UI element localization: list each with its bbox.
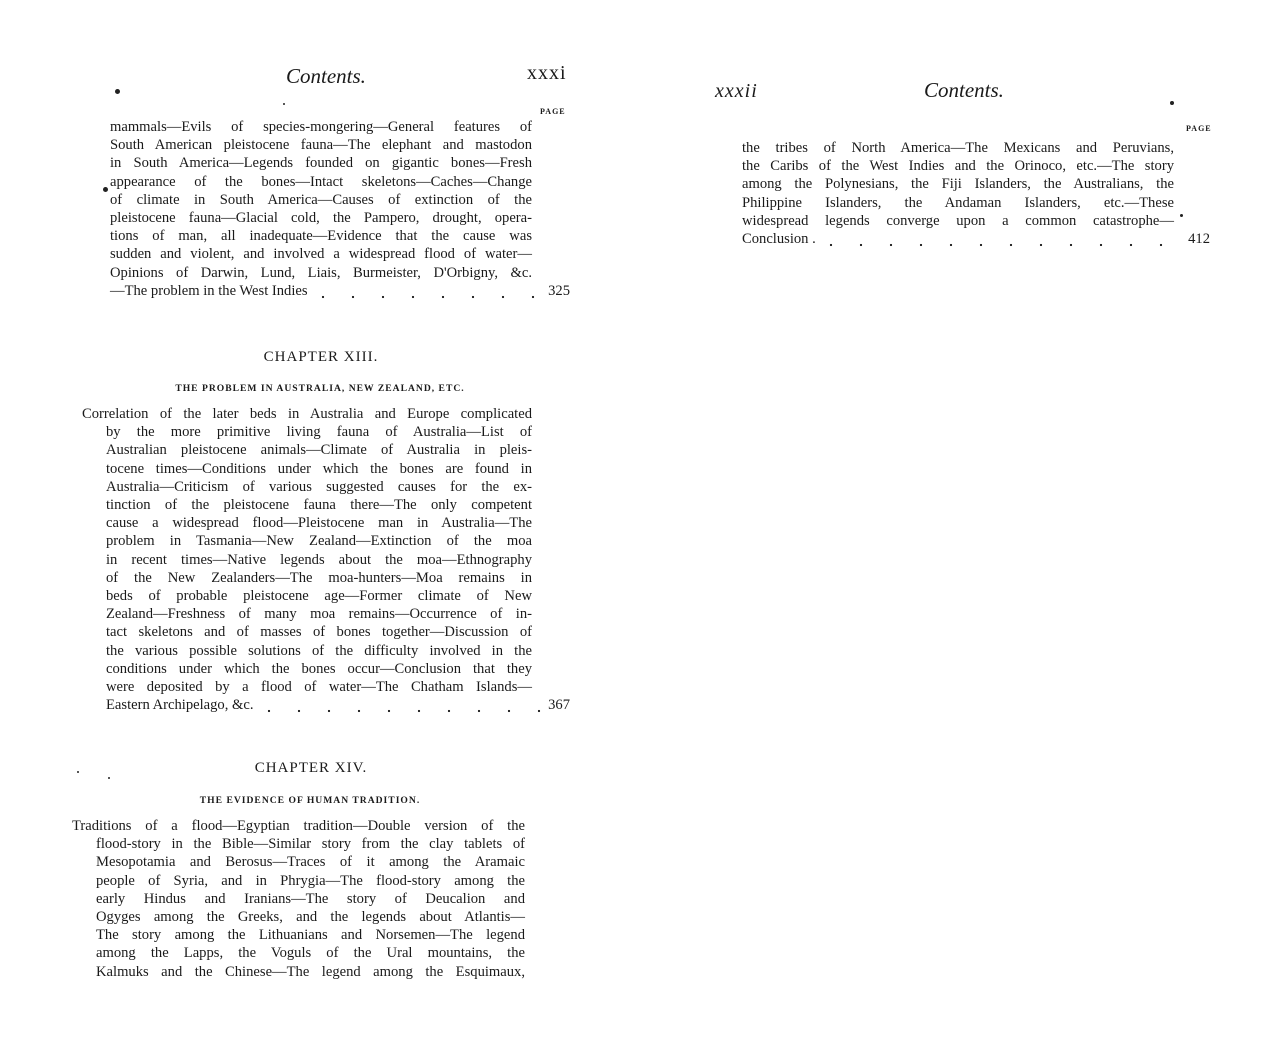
- ink-speck: [103, 187, 108, 192]
- chapter-title: THE EVIDENCE OF HUMAN TRADITION.: [199, 795, 421, 806]
- entry-line: pleistocene fauna—Glacial cold, the Pampero, drought, opera-: [110, 210, 532, 227]
- entry-line: tact skeletons and of masses of bones together—Discussion of: [106, 624, 532, 641]
- entry-line: Mesopotamia and Berosus—Traces of it among the Aramaic: [96, 854, 525, 871]
- entry-line: Kalmuks and the Chinese—The legend among the Esquimaux,: [96, 963, 525, 980]
- entry-line: Australia—Criticism of various suggested causes for the ex-: [106, 478, 532, 495]
- entry-last-line: [742, 230, 1210, 248]
- entry-page-number: 325: [548, 282, 570, 299]
- running-title: Contents.: [286, 64, 366, 88]
- entry-line: Correlation of the later beds in Australia and Europe complicated: [82, 406, 532, 422]
- entry-line: Conclusion .: [742, 231, 816, 248]
- toc-entry-continued: [742, 139, 1210, 248]
- entry-line: the Caribs of the West Indies and the Orinoco, etc.—The story: [742, 158, 1174, 175]
- entry-page-number: 367: [548, 697, 570, 714]
- entry-line: tocene times—Conditions under which the bones are found in: [106, 460, 532, 477]
- entry-line: mammals—Evils of species-mongering—General features of: [110, 119, 532, 135]
- page-column-label: PAGE: [540, 107, 566, 116]
- toc-entry-continued: [110, 118, 570, 300]
- entry-line: Philippine Islanders, the Andaman Islanders, etc.—These: [742, 194, 1174, 211]
- toc-entry-chapter-13: [82, 405, 570, 714]
- entry-line: of the New Zealanders—The moa-hunters—Moa remains in: [106, 569, 532, 586]
- entry-last-line: [106, 696, 570, 714]
- entry-line: among the Lapps, the Voguls of the Ural mountains, the: [96, 945, 525, 962]
- entry-line: problem in Tasmania—New Zealand—Extinction of the moa: [106, 533, 532, 550]
- entry-line: Traditions of a flood—Egyptian tradition—Double version of the: [72, 818, 525, 834]
- entry-line: early Hindus and Iranians—The story of Deucalion and: [96, 890, 525, 907]
- dot-leader: [816, 230, 1184, 248]
- entry-line: in South America—Legends founded on gigantic bones—Fresh: [110, 155, 532, 172]
- entry-line: tions of man, all inadequate—Evidence that the cause was: [110, 228, 532, 245]
- entry-line: of climate in South America—Causes of extinction of the: [110, 191, 532, 208]
- ink-speck: [1170, 101, 1174, 105]
- toc-entry-chapter-14: [72, 817, 525, 981]
- ink-speck: [283, 103, 285, 105]
- entry-line: appearance of the bones—Intact skeletons—Caches—Change: [110, 173, 532, 190]
- entry-line: in recent times—Native legends about the moa—Ethnography: [106, 551, 532, 568]
- right-page: [640, 0, 1280, 1048]
- chapter-heading: CHAPTER XIV.: [254, 760, 368, 776]
- entry-line: Opinions of Darwin, Lund, Liais, Burmeister, D'Orbigny, &c.: [110, 264, 532, 281]
- entry-line: Zealand—Freshness of many moa remains—Occurrence of in-: [106, 606, 532, 623]
- entry-line: South American pleistocene fauna—The elephant and mastodon: [110, 137, 532, 154]
- dot-leader: [254, 696, 545, 714]
- page-number: xxxii: [715, 80, 758, 102]
- entry-line: The story among the Lithuanians and Norsemen—The legend: [96, 927, 525, 944]
- entry-line: flood-story in the Bible—Similar story from the clay tablets of: [96, 836, 525, 853]
- entry-line: by the more primitive living fauna of Australia—List of: [106, 424, 532, 441]
- entry-last-line: [110, 282, 570, 300]
- entry-line: the various possible solutions of the difficulty involved in the: [106, 642, 532, 659]
- ink-speck: [1180, 214, 1183, 217]
- entry-line: Ogyges among the Greeks, and the legends about Atlantis—: [96, 909, 525, 926]
- dot-leader: [308, 282, 545, 300]
- chapter-heading: CHAPTER XIII.: [263, 349, 379, 365]
- page-column-label: PAGE: [1186, 124, 1212, 133]
- entry-line: conditions under which the bones occur—Conclusion that they: [106, 660, 532, 677]
- entry-line: widespread legends converge upon a common catastrophe—: [742, 212, 1174, 229]
- entry-line: Eastern Archipelago, &c.: [106, 697, 254, 714]
- ink-speck: [108, 777, 110, 779]
- entry-line: sudden and violent, and involved a widespread flood of water—: [110, 246, 532, 263]
- entry-line: cause a widespread flood—Pleistocene man in Australia—The: [106, 515, 532, 532]
- running-title: Contents.: [924, 78, 1004, 102]
- entry-line: tinction of the pleistocene fauna there—The only competent: [106, 497, 532, 514]
- entry-page-number: 412: [1188, 231, 1210, 248]
- entry-line: Australian pleistocene animals—Climate of Australia in pleis-: [106, 442, 532, 459]
- entry-line: among the Polynesians, the Fiji Islanders, the Australians, the: [742, 176, 1174, 193]
- entry-line: were deposited by a flood of water—The Chatham Islands—: [106, 679, 532, 696]
- entry-line: the tribes of North America—The Mexicans and Peruvians,: [742, 140, 1174, 156]
- ink-speck: [115, 89, 120, 94]
- entry-line: people of Syria, and in Phrygia—The flood-story among the: [96, 872, 525, 889]
- chapter-title: THE PROBLEM IN AUSTRALIA, NEW ZEALAND, ETC.: [175, 383, 465, 394]
- entry-line: —The problem in the West Indies: [110, 282, 308, 299]
- entry-line: beds of probable pleistocene age—Former climate of New: [106, 588, 532, 605]
- page-number: xxxi: [527, 62, 567, 84]
- ink-speck: [77, 771, 79, 773]
